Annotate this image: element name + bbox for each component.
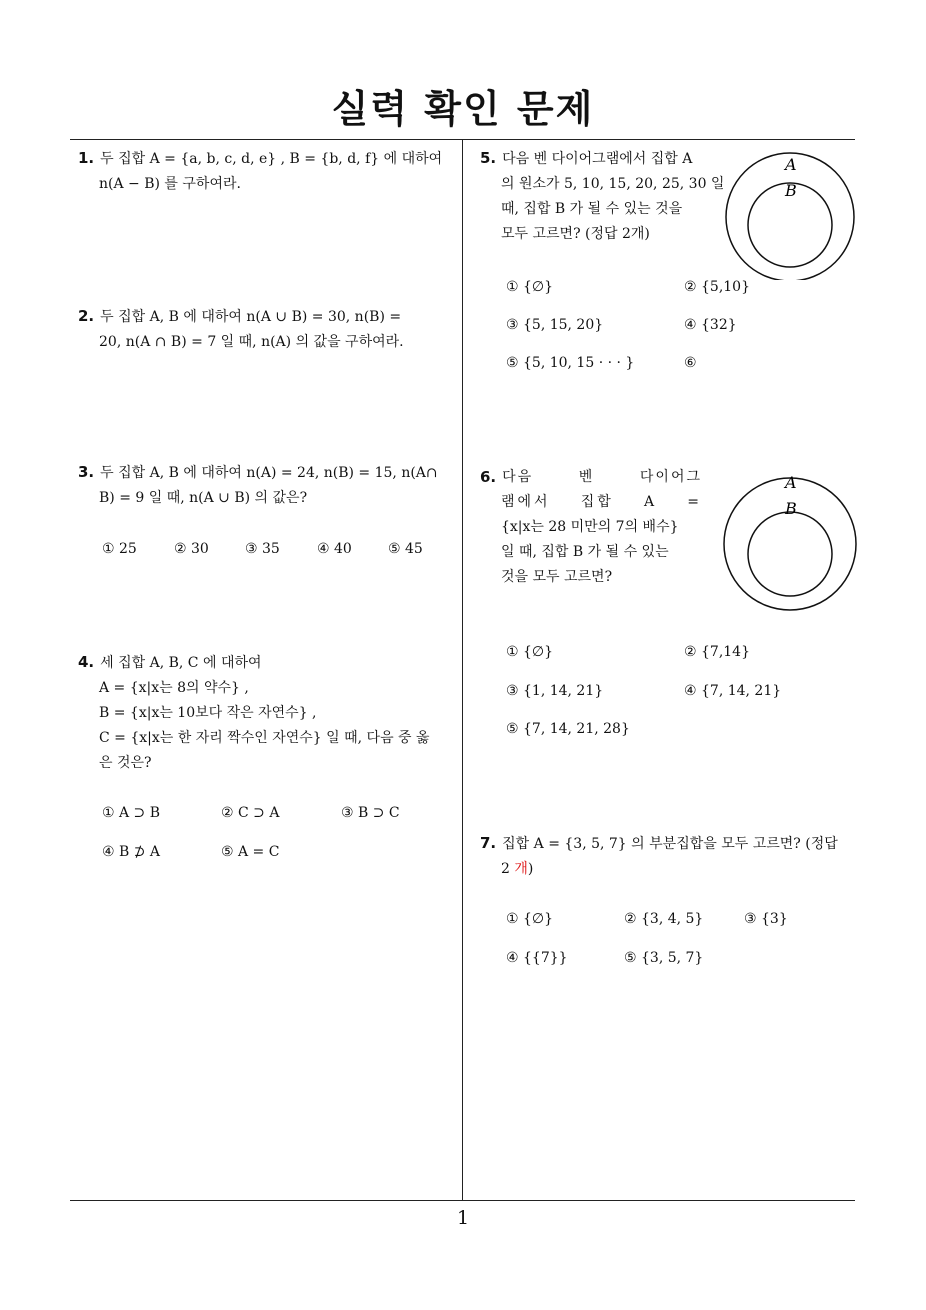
page-number: 1 (456, 1207, 470, 1229)
set-definition-a: A = {x|x는 8의 약수} , (99, 680, 249, 696)
question-text: 의 원소가 5, 10, 15, 20, 25, 30 일 (501, 176, 725, 192)
answer-option[interactable]: ② {3, 4, 5} (624, 911, 704, 927)
question-text: 램에서 집합 A = (501, 494, 702, 510)
question-text: 두 집합 A = {a, b, c, d, e} , B = {b, d, f} 에 대하여 (100, 151, 443, 167)
answer-option[interactable]: ① {∅} (506, 644, 554, 660)
bottom-rule (70, 1200, 855, 1201)
question-text: 은 것은? (99, 755, 152, 771)
question-text: 일 때, 집합 B 가 될 수 있는 (501, 544, 669, 560)
question-4 (78, 650, 430, 776)
question-text: 모두 고르면? (정답 2개) (501, 226, 650, 242)
question-2 (78, 304, 404, 355)
answer-option[interactable]: ⑤ {5, 10, 15 · · · } (506, 355, 635, 371)
answer-option[interactable]: ③ 35 (245, 541, 280, 557)
question-number: 5. (480, 149, 497, 167)
question-text: B) = 9 일 때, n(A ∪ B) 의 값은? (99, 490, 308, 506)
question-7 (480, 831, 838, 882)
answer-option[interactable]: ② {5,10} (684, 279, 750, 295)
set-definition-b: B = {x|x는 10보다 작은 자연수} , (99, 705, 317, 721)
answer-option[interactable]: ⑤ {7, 14, 21, 28} (506, 721, 630, 737)
venn-diagram (720, 150, 860, 280)
question-5 (480, 146, 724, 247)
answer-option[interactable]: ② 30 (174, 541, 209, 557)
set-definition: {x|x는 28 미만의 7의 배수} (501, 519, 679, 535)
answer-option[interactable]: ⑤ {3, 5, 7} (624, 950, 704, 966)
question-text: 집합 A = {3, 5, 7} 의 부분집합을 모두 고르면? (정답 (502, 836, 838, 852)
closing-paren: ) (527, 861, 534, 877)
question-number: 2. (78, 307, 95, 325)
set-b-circle (748, 512, 832, 596)
question-text: 때, 집합 B 가 될 수 있는 것을 (501, 201, 683, 217)
set-b-label: B (785, 499, 797, 518)
question-text: 세 집합 A, B, C 에 대하여 (100, 655, 262, 671)
question-number: 1. (78, 149, 95, 167)
question-6 (480, 465, 702, 590)
answer-option[interactable]: ① {∅} (506, 279, 554, 295)
answer-option[interactable]: ④ {{7}} (506, 950, 568, 966)
question-text: 두 집합 A, B 에 대하여 n(A) = 24, n(B) = 15, n(A∩ (100, 465, 438, 481)
question-text: 것을 모두 고르면? (501, 569, 613, 585)
question-text: n(A − B) 를 구하여라. (99, 176, 241, 192)
venn-diagram (720, 472, 860, 612)
answer-option[interactable]: ② C ⊃ A (221, 805, 280, 821)
answer-option[interactable]: ③ {1, 14, 21} (506, 683, 604, 699)
answer-option[interactable]: ⑤ 45 (388, 541, 423, 557)
question-text (480, 857, 838, 882)
set-definition-c: C = {x|x는 한 자리 짝수인 자연수} 일 때, 다음 중 옳 (99, 730, 430, 746)
answer-option[interactable]: ③ {3} (744, 911, 788, 927)
question-number: 6. (480, 468, 497, 486)
question-text: 다음 벤 다이어그 (502, 469, 702, 485)
question-number: 7. (480, 834, 497, 852)
answer-count: 2 (501, 861, 515, 877)
page-title: 실력 확인 문제 (331, 87, 595, 131)
column-divider (462, 139, 463, 1201)
question-text: 20, n(A ∩ B) = 7 일 때, n(A) 의 값을 구하여라. (99, 334, 404, 350)
answer-option[interactable]: ① {∅} (506, 911, 554, 927)
set-b-label: B (785, 181, 797, 200)
set-a-label: A (785, 473, 797, 492)
answer-option[interactable]: ① 25 (102, 541, 137, 557)
answer-option[interactable]: ④ {7, 14, 21} (684, 683, 782, 699)
answer-option[interactable]: ④ {32} (684, 317, 737, 333)
question-number: 3. (78, 463, 95, 481)
answer-option[interactable]: ⑥ (684, 355, 697, 371)
answer-option[interactable]: ③ B ⊃ C (341, 805, 400, 821)
answer-option[interactable]: ④ B ⊅ A (102, 844, 161, 860)
answer-option[interactable]: ③ {5, 15, 20} (506, 317, 604, 333)
question-text: 다음 벤 다이어그램에서 집합 A (502, 151, 693, 167)
set-a-label: A (785, 155, 797, 174)
question-text: 두 집합 A, B 에 대하여 n(A ∪ B) = 30, n(B) = (100, 309, 402, 325)
answer-count-unit: 개 (514, 861, 528, 877)
answer-option[interactable]: ④ 40 (317, 541, 352, 557)
answer-option[interactable]: ⑤ A = C (221, 844, 280, 860)
answer-option[interactable]: ① A ⊃ B (102, 805, 161, 821)
question-number: 4. (78, 653, 95, 671)
answer-option[interactable]: ② {7,14} (684, 644, 750, 660)
question-3 (78, 460, 438, 511)
question-1 (78, 146, 442, 197)
set-a-circle (724, 478, 856, 610)
